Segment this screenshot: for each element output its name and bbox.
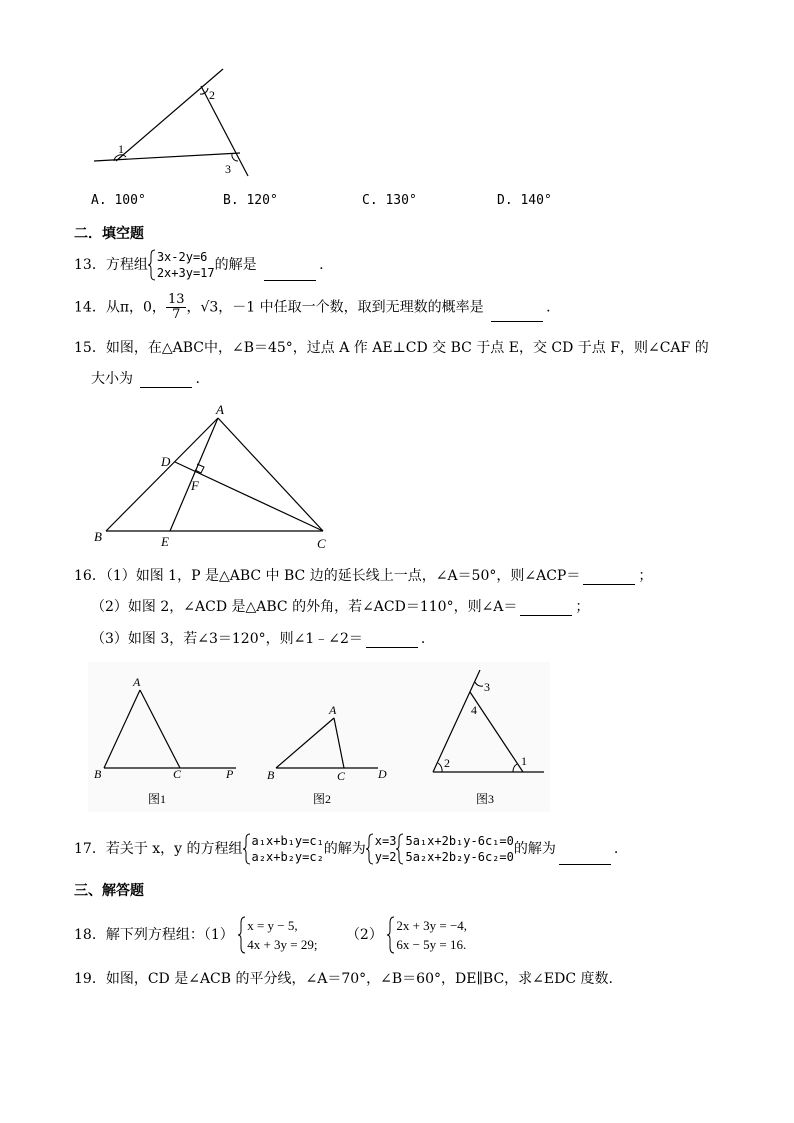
- question-16-part3: （3）如图 3，若∠3＝120°，则∠1﹣∠2＝ .: [91, 631, 426, 647]
- q12-option-b[interactable]: B. 120°: [223, 193, 278, 208]
- q15-number: 15．: [74, 340, 106, 356]
- question-14: 14．从π，0， $\frac{13}{7}$ ，√3，－1 中任取一个数，取到无理数的概率是 .: [74, 292, 551, 322]
- question-16-part1: 16．（1）如图 1，P 是△ABC 中 BC 边的延长线上一点，∠A＝50°，则∠ACP＝ ；: [74, 568, 653, 584]
- q16-fig3-caption: 图3: [476, 792, 495, 806]
- q16-part3-blank[interactable]: [366, 633, 418, 648]
- q12-label-2: 2: [209, 88, 215, 102]
- q12-figure: [88, 64, 258, 180]
- q12-label-3: 3: [225, 162, 231, 176]
- q17-suffix: 的解为: [513, 841, 556, 857]
- q14-text2: ，√3，－1 中任取一个数，取到无理数的概率是: [186, 299, 484, 316]
- q16-part1-blank[interactable]: [583, 570, 635, 585]
- q17-number: 17．: [74, 841, 106, 857]
- q18-prefix: 解下列方程组：（1）: [105, 927, 234, 943]
- q15-label-e: E: [161, 534, 169, 549]
- q15-label-b: B: [94, 529, 102, 544]
- q16-fig3-label-4: 4: [471, 703, 477, 717]
- q13-suffix: 的解是: [214, 257, 257, 273]
- q16-fig3-label-3: 3: [484, 680, 490, 694]
- q16-part1-text: （1）如图 1，P 是△ABC 中 BC 边的延长线上一点，∠A＝50°，则∠ACP＝: [105, 568, 581, 584]
- q16-fig2-label-b: B: [267, 768, 275, 782]
- q16-fig3-label-2: 2: [444, 756, 450, 770]
- q16-fig1-caption: 图1: [148, 792, 167, 806]
- question-19: [74, 970, 613, 988]
- q18-number: 18．: [74, 927, 106, 943]
- q16-part2-text: （2）如图 2，∠ACD 是△ABC 的外角，若∠ACD＝110°，则∠A＝: [91, 599, 518, 615]
- q16-fig2-label-c: C: [337, 769, 346, 783]
- question-15-line1: [74, 339, 709, 357]
- q15-figure: [90, 398, 335, 550]
- q12-line-left: [116, 69, 223, 161]
- question-17: 17．若关于 x，y 的方程组 a₁x+b₁y=c₁ a₂x+b₂y=c₂ 的解为 x=3 y=2 5a₁x+2b₁y-6c₁=0 5a₂x+2b₂y-6c₂=0 的解为 .: [74, 834, 619, 864]
- question-15-line2: 大小为 .: [91, 371, 200, 387]
- q17-solution: x=3 y=2: [366, 833, 397, 865]
- q12-option-c[interactable]: C. 130°: [362, 193, 417, 208]
- q19-number: 19．: [74, 971, 106, 987]
- q16-fig1-label-a: A: [133, 675, 141, 689]
- q14-fraction: $\frac{13}{7}$: [167, 292, 185, 322]
- q16-part3-text: （3）如图 3，若∠3＝120°，则∠1﹣∠2＝: [91, 631, 363, 647]
- q16-fig1-label-c: C: [173, 767, 182, 781]
- q13-prefix: 方程组: [105, 257, 148, 273]
- section-title-answer: 三、解答题: [74, 883, 144, 899]
- q13-equation-system: [148, 249, 215, 281]
- q17-system-2: 5a₁x+2b₁y-6c₁=0 5a₂x+2b₂y-6c₂=0: [396, 833, 513, 865]
- q12-option-a[interactable]: A. 100°: [91, 193, 146, 208]
- q13-number: 13．: [74, 257, 106, 273]
- q15-answer-blank[interactable]: [140, 373, 192, 388]
- q19-text: 如图，CD 是∠ACB 的平分线，∠A＝70°，∠B＝60°，DE∥BC，求∠EDC 度数.: [105, 971, 613, 987]
- q16-fig2-label-d: D: [378, 767, 387, 781]
- q13-eq1: 3x-2y=6: [156, 250, 208, 264]
- question-16-part2: （2）如图 2，∠ACD 是△ABC 的外角，若∠ACD＝110°，则∠A＝ ；: [91, 599, 590, 615]
- q14-answer-blank[interactable]: [491, 307, 543, 322]
- q15-text-line2: 大小为: [91, 371, 133, 387]
- q16-fig2-label-a: A: [329, 703, 337, 717]
- q15-segment-ac: [218, 418, 323, 531]
- question-18: [74, 916, 467, 954]
- section-title-fill-in: 二．填空题: [74, 226, 144, 242]
- q15-text-line1: 如图，在△ABC中，∠B＝45°，过点 A 作 AE⊥CD 交 BC 于点 E，交 CD 于点 F，则∠CAF 的: [105, 340, 709, 356]
- q16-fig2-caption: 图2: [313, 792, 332, 806]
- q17-prefix: 若关于 x，y 的方程组: [105, 841, 243, 857]
- q16-fig1-label-p: P: [226, 767, 234, 781]
- q17-system-1: a₁x+b₁y=c₁ a₂x+b₂y=c₂: [243, 833, 324, 865]
- q12-option-d[interactable]: D. 140°: [497, 193, 552, 208]
- q15-label-f: F: [191, 478, 199, 493]
- q16-fig3-label-1: 1: [521, 754, 527, 768]
- q18-system-1: x = y − 5, 4x + 3y = 29;: [238, 916, 317, 954]
- q13-answer-blank[interactable]: [264, 266, 316, 281]
- q13-eq2: 2x+3y=17: [156, 266, 215, 280]
- q12-label-1: 1: [118, 142, 124, 156]
- q18-system-2: 2x + 3y = −4, 6x − 5y = 16.: [387, 916, 467, 954]
- q16-figures: [88, 662, 550, 812]
- question-13: 13．方程组 3x-2y=6 2x+3y=17 的解是 .: [74, 250, 324, 280]
- q15-label-d: D: [161, 454, 171, 469]
- q15-label-c: C: [317, 536, 326, 550]
- q16-fig1-label-b: B: [94, 767, 102, 781]
- q16-number: 16．: [74, 568, 106, 584]
- q14-number: 14．: [74, 299, 106, 316]
- q17-mid: 的解为: [323, 841, 366, 857]
- q18-part2-label: （2）: [345, 927, 383, 943]
- q14-text1: 从π，0，: [105, 299, 166, 316]
- q15-segment-ae: [170, 418, 218, 531]
- q16-part2-blank[interactable]: [520, 601, 572, 616]
- q15-label-a: A: [216, 402, 224, 417]
- q15-segment-cd: [175, 462, 323, 531]
- q17-answer-blank[interactable]: [559, 850, 611, 865]
